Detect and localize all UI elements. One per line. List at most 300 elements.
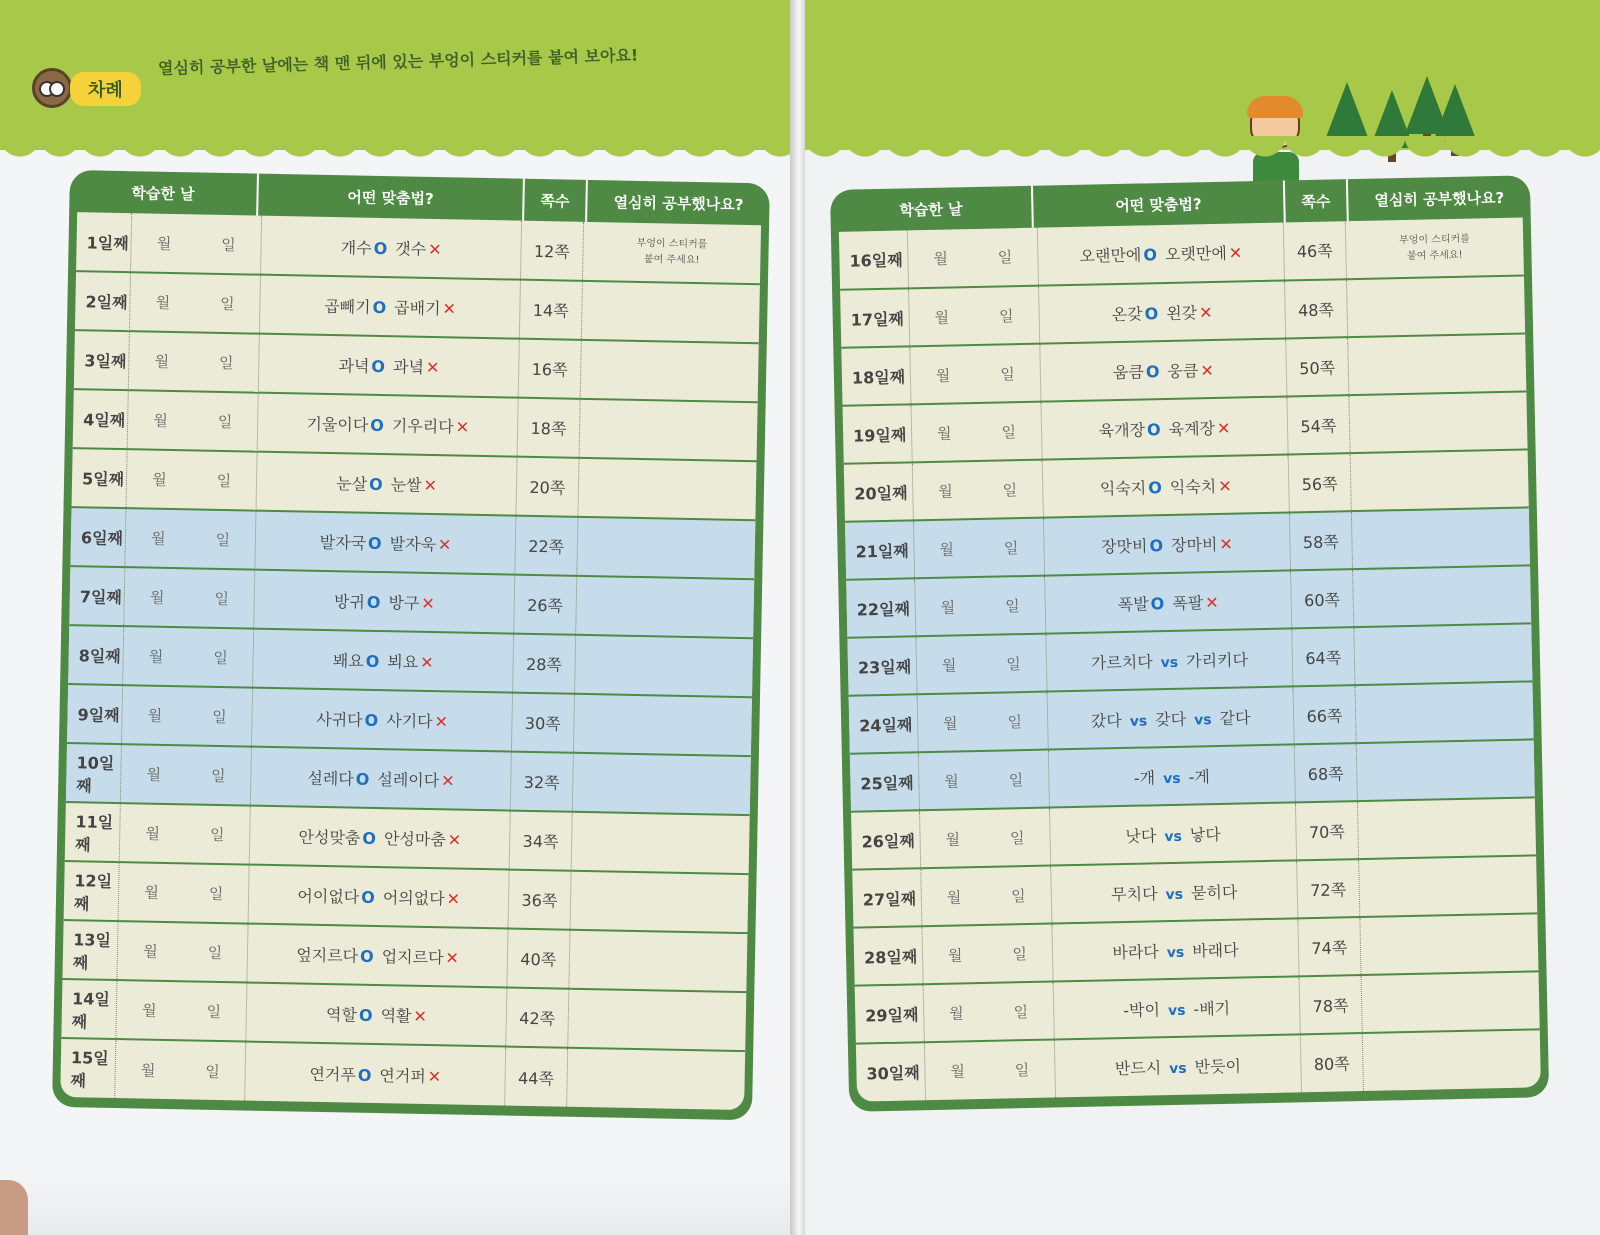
correct-mark-icon: O xyxy=(366,592,381,613)
vs-label: vs xyxy=(1169,1060,1187,1078)
sticker-slot[interactable] xyxy=(1347,333,1526,395)
left-page xyxy=(0,0,790,1235)
sticker-slot[interactable] xyxy=(1357,797,1536,859)
correct-spelling: 오랜만에 xyxy=(1079,245,1142,266)
wrong-spelling: 웅큼 xyxy=(1167,360,1199,381)
day-label: 5일째 xyxy=(72,448,128,508)
word-a: 바라다 xyxy=(1112,941,1159,962)
header-spelling: 어떤 맞춤법? xyxy=(1033,180,1286,227)
month-label: 월 xyxy=(144,883,160,902)
correct-spelling: 사귀다 xyxy=(316,709,363,730)
sticker-slot[interactable] xyxy=(576,517,755,579)
sticker-slot[interactable] xyxy=(573,694,752,756)
page-number: 36쪽 xyxy=(508,870,571,930)
date-fill-in xyxy=(122,685,253,746)
day-of-month-label: 일 xyxy=(1008,770,1024,789)
vs-label: vs xyxy=(1165,886,1184,903)
sticker-slot[interactable] xyxy=(1350,449,1529,511)
day-of-month-label: 일 xyxy=(1002,480,1018,499)
page-number: 34쪽 xyxy=(509,811,572,871)
right-toc-table xyxy=(830,175,1549,1111)
day-of-month-label: 일 xyxy=(205,1062,221,1081)
correct-spelling: 장맛비 xyxy=(1100,535,1148,556)
correct-spelling: 개수 xyxy=(340,237,372,258)
month-label: 월 xyxy=(938,481,953,501)
correct-spelling: 엎지르다 xyxy=(296,945,359,966)
day-label: 20일째 xyxy=(844,462,914,521)
correct-mark-icon: O xyxy=(372,297,387,318)
date-fill-in xyxy=(917,692,1048,753)
date-fill-in xyxy=(129,331,260,392)
day-of-month-label: 일 xyxy=(213,648,229,668)
correct-mark-icon: O xyxy=(358,1005,373,1025)
day-label: 11일째 xyxy=(65,802,121,862)
day-of-month-label: 일 xyxy=(206,1002,222,1022)
vs-label: vs xyxy=(1160,654,1179,671)
spelling-cell xyxy=(246,983,507,1047)
month-label: 월 xyxy=(934,308,950,327)
day-of-month-label: 일 xyxy=(219,294,235,314)
word-a: -박이 xyxy=(1123,999,1161,1020)
month-label: 월 xyxy=(939,539,955,559)
wrong-mark-icon: ✕ xyxy=(1205,592,1219,612)
day-of-month-label: 일 xyxy=(1009,828,1025,847)
header-effort: 열심히 공부했나요? xyxy=(1374,188,1505,210)
day-of-month-label: 일 xyxy=(217,412,233,432)
wrong-mark-icon: ✕ xyxy=(1219,534,1234,554)
page-number: 30쪽 xyxy=(512,693,575,753)
word-a: 무치다 xyxy=(1110,883,1158,904)
date-fill-in xyxy=(912,460,1043,521)
sticker-slot[interactable] xyxy=(1349,391,1528,453)
wrong-mark-icon: ✕ xyxy=(434,712,449,732)
day-of-month-label: 일 xyxy=(214,589,230,609)
wrong-spelling: 발자욱 xyxy=(389,534,437,555)
spelling-cell xyxy=(1044,570,1291,633)
word-a: -개 xyxy=(1133,767,1156,788)
wrong-spelling: 갯수 xyxy=(395,238,427,259)
page-number: 58쪽 xyxy=(1289,511,1352,570)
sticker-slot[interactable] xyxy=(1355,681,1534,743)
month-label: 월 xyxy=(155,293,171,312)
date-fill-in xyxy=(910,344,1041,405)
wrong-mark-icon: ✕ xyxy=(1218,476,1232,496)
wrong-mark-icon: ✕ xyxy=(446,889,461,909)
page-number: 70쪽 xyxy=(1296,801,1359,860)
month-label: 월 xyxy=(149,588,165,607)
word-b: 바래다 xyxy=(1192,940,1239,961)
page-number: 42쪽 xyxy=(506,988,569,1048)
correct-spelling: 안성맞춤 xyxy=(298,827,361,848)
date-fill-in xyxy=(125,508,256,569)
date-fill-in xyxy=(919,808,1050,869)
sticker-slot[interactable] xyxy=(572,753,751,815)
wrong-spelling: 안성마춤 xyxy=(383,829,446,850)
day-of-month-label: 일 xyxy=(209,825,225,845)
day-label: 26일째 xyxy=(851,810,921,869)
sticker-slot[interactable] xyxy=(570,871,749,933)
wrong-mark-icon: ✕ xyxy=(440,771,455,791)
sticker-slot[interactable] xyxy=(574,635,753,697)
correct-spelling: 폭발 xyxy=(1117,593,1149,614)
month-label: 월 xyxy=(933,249,949,268)
correct-mark-icon: O xyxy=(1148,477,1163,497)
page-number: 26쪽 xyxy=(514,575,577,635)
month-label: 월 xyxy=(143,942,158,961)
sticker-slot[interactable] xyxy=(580,340,759,402)
wrong-spelling: 오랫만에 xyxy=(1164,243,1228,264)
day-of-month-label: 일 xyxy=(221,235,236,254)
correct-spelling: 기울이다 xyxy=(306,414,369,435)
day-label: 18일째 xyxy=(841,346,911,405)
correct-mark-icon: O xyxy=(368,474,383,495)
month-label: 월 xyxy=(146,765,162,784)
page-number: 40쪽 xyxy=(507,929,570,989)
header-date: 학습한 날 xyxy=(69,170,259,216)
day-of-month-label: 일 xyxy=(1010,886,1026,905)
sticker-slot[interactable] xyxy=(578,458,757,520)
day-label: 3일째 xyxy=(74,330,130,390)
day-label: 30일째 xyxy=(856,1042,926,1101)
month-label: 월 xyxy=(948,1003,964,1023)
spelling-cell xyxy=(255,511,516,575)
sticker-note-line: 부엉이 스티커를 xyxy=(636,237,708,251)
month-label: 월 xyxy=(944,771,959,791)
page-number: 20쪽 xyxy=(516,457,579,517)
month-label: 월 xyxy=(941,655,957,675)
tree-icon xyxy=(1433,84,1477,142)
sticker-slot[interactable] xyxy=(1359,913,1538,975)
wrong-spelling: 업지르다 xyxy=(381,947,444,968)
wrong-spelling: 사기다 xyxy=(386,711,433,732)
date-fill-in xyxy=(115,1039,246,1100)
wrong-spelling: 곱배기 xyxy=(393,298,441,319)
page-number: 64쪽 xyxy=(1292,627,1355,686)
wrong-mark-icon: ✕ xyxy=(1216,418,1231,438)
day-label: 27일째 xyxy=(852,868,922,927)
date-fill-in xyxy=(922,924,1053,985)
header-spelling: 어떤 맞춤법? xyxy=(258,174,525,221)
day-label: 12일째 xyxy=(64,861,120,921)
month-label: 월 xyxy=(942,713,958,733)
wrong-mark-icon: ✕ xyxy=(1198,302,1213,322)
sticker-slot[interactable] xyxy=(1352,565,1531,627)
day-label: 23일째 xyxy=(847,636,917,695)
day-of-month-label: 일 xyxy=(1000,364,1015,383)
sticker-instruction: 열심히 공부한 날에는 책 맨 뒤에 있는 부엉이 스티커를 붙여 보아요! xyxy=(157,45,639,78)
right-banner xyxy=(805,0,1600,150)
wrong-mark-icon: ✕ xyxy=(425,357,440,378)
wrong-mark-icon: ✕ xyxy=(427,1066,442,1086)
header-page: 쪽수 xyxy=(524,179,588,222)
sticker-note-line: 붙여 주세요! xyxy=(643,254,700,267)
date-fill-in xyxy=(908,286,1039,347)
day-label: 9일째 xyxy=(67,684,123,744)
day-label: 19일째 xyxy=(843,404,913,463)
date-fill-in xyxy=(924,1039,1055,1100)
day-label: 1일째 xyxy=(76,212,132,272)
day-of-month-label: 일 xyxy=(1003,538,1019,557)
sticker-slot[interactable] xyxy=(582,222,761,284)
word-a: 낫다 xyxy=(1125,825,1157,846)
word-a: 갔다 xyxy=(1090,710,1122,731)
correct-mark-icon: O xyxy=(362,828,377,848)
left-banner xyxy=(0,0,790,150)
sticker-slot[interactable] xyxy=(571,812,750,874)
month-label: 월 xyxy=(141,1001,157,1020)
spelling-cell xyxy=(1040,338,1287,401)
right-page xyxy=(805,0,1600,1235)
page-number: 68쪽 xyxy=(1294,743,1357,802)
header-effort: 열심히 공부했나요? xyxy=(613,192,744,214)
date-fill-in xyxy=(923,982,1054,1043)
word-b: 가리키다 xyxy=(1185,649,1249,671)
day-label: 15일째 xyxy=(60,1038,116,1098)
date-fill-in xyxy=(130,272,261,333)
spelling-cell xyxy=(261,216,522,280)
day-label: 28일째 xyxy=(853,926,923,985)
date-fill-in xyxy=(915,576,1046,637)
date-fill-in xyxy=(118,862,249,923)
wrong-spelling: 방구 xyxy=(388,593,420,613)
page-number: 46쪽 xyxy=(1283,221,1346,280)
spelling-cell xyxy=(1038,280,1285,343)
month-label: 월 xyxy=(153,411,169,430)
day-label: 21일째 xyxy=(845,520,915,579)
wrong-mark-icon: ✕ xyxy=(1200,360,1214,380)
sticker-slot[interactable] xyxy=(1345,217,1524,279)
page-bottom-edge xyxy=(0,1170,790,1235)
day-of-month-label: 일 xyxy=(212,707,227,727)
date-fill-in xyxy=(916,634,1047,695)
sticker-slot[interactable] xyxy=(581,281,760,343)
correct-spelling: 방귀 xyxy=(333,592,366,612)
spelling-cell xyxy=(1048,744,1295,807)
sticker-slot[interactable] xyxy=(575,576,754,638)
correct-spelling: 곱빼기 xyxy=(323,296,371,317)
correct-spelling: 육개장 xyxy=(1098,419,1146,440)
wrong-spelling: 장마비 xyxy=(1170,534,1218,555)
correct-mark-icon: O xyxy=(1145,361,1160,381)
page-number: 32쪽 xyxy=(510,752,573,812)
correct-mark-icon: O xyxy=(365,651,380,672)
spelling-cell xyxy=(1037,223,1284,286)
date-fill-in xyxy=(918,750,1049,811)
correct-spelling: 역할 xyxy=(325,1005,358,1025)
correct-spelling: 과녁 xyxy=(338,356,370,376)
spelling-cell xyxy=(248,865,509,929)
day-label: 29일째 xyxy=(855,984,925,1043)
page-number: 44쪽 xyxy=(505,1047,568,1107)
sticker-slot[interactable] xyxy=(1361,971,1540,1033)
sticker-slot[interactable] xyxy=(1358,855,1537,917)
wrong-spelling: 역활 xyxy=(380,1006,412,1026)
correct-spelling: 눈살 xyxy=(336,474,368,494)
wrong-mark-icon: ✕ xyxy=(437,535,452,555)
sticker-slot[interactable] xyxy=(1362,1029,1541,1091)
table-row xyxy=(60,1038,745,1110)
day-label: 25일째 xyxy=(850,752,920,811)
correct-mark-icon: O xyxy=(1150,593,1165,613)
correct-spelling: 설레다 xyxy=(307,768,354,789)
correct-spelling: 온갖 xyxy=(1111,303,1143,324)
wrong-mark-icon: ✕ xyxy=(455,417,470,437)
sticker-slot[interactable] xyxy=(569,930,748,992)
sticker-note-line: 부엉이 스티커를 xyxy=(1398,233,1470,246)
sticker-note xyxy=(1346,230,1524,266)
date-fill-in xyxy=(907,228,1038,289)
month-label: 월 xyxy=(152,470,167,489)
wrong-spelling: 왼갖 xyxy=(1166,302,1198,323)
wrong-mark-icon: ✕ xyxy=(423,475,438,496)
page-number: 80쪽 xyxy=(1300,1033,1363,1092)
day-label: 10일째 xyxy=(66,743,122,803)
correct-mark-icon: O xyxy=(373,238,388,258)
day-of-month-label: 일 xyxy=(207,943,223,963)
wrong-mark-icon: ✕ xyxy=(445,948,460,968)
date-fill-in xyxy=(911,402,1042,463)
page-number: 78쪽 xyxy=(1299,975,1362,1034)
day-of-month-label: 일 xyxy=(1001,422,1017,441)
spelling-cell xyxy=(1041,396,1288,459)
day-of-month-label: 일 xyxy=(210,766,226,786)
month-label: 월 xyxy=(150,529,166,548)
spelling-cell xyxy=(1052,918,1299,981)
correct-mark-icon: O xyxy=(364,710,379,731)
left-toc-table xyxy=(52,170,770,1120)
correct-mark-icon: O xyxy=(1144,303,1159,323)
page-number: 54쪽 xyxy=(1287,395,1350,454)
correct-mark-icon: O xyxy=(367,533,382,554)
spelling-cell xyxy=(1047,686,1294,749)
spelling-cell xyxy=(245,1042,506,1106)
date-fill-in xyxy=(119,803,250,864)
date-fill-in xyxy=(123,626,254,687)
correct-spelling: 연거푸 xyxy=(309,1064,356,1085)
spelling-cell xyxy=(1042,454,1289,517)
month-label: 월 xyxy=(940,597,956,617)
date-fill-in xyxy=(126,449,257,510)
spelling-cell xyxy=(252,688,513,752)
day-of-month-label: 일 xyxy=(1014,1061,1030,1080)
right-table-body xyxy=(839,217,1541,1101)
correct-mark-icon: O xyxy=(361,887,376,907)
page-number: 14쪽 xyxy=(519,280,582,340)
day-label: 17일째 xyxy=(840,288,910,347)
word-a: 가르치다 xyxy=(1090,651,1153,673)
spelling-cell xyxy=(257,393,518,457)
page-number: 12쪽 xyxy=(521,221,584,281)
tree-icon xyxy=(1325,82,1369,140)
day-label: 13일째 xyxy=(62,920,118,980)
date-fill-in xyxy=(131,213,262,274)
month-label: 월 xyxy=(145,824,161,843)
date-fill-in xyxy=(127,390,258,451)
sticker-slot[interactable] xyxy=(1356,739,1535,801)
correct-mark-icon: O xyxy=(1143,245,1158,265)
wrong-spelling: 뵈요 xyxy=(387,652,419,672)
correct-spelling: 움큼 xyxy=(1112,361,1145,382)
spelling-cell xyxy=(1051,860,1298,923)
month-label: 월 xyxy=(936,424,952,443)
page-number: 74쪽 xyxy=(1298,917,1361,976)
date-fill-in xyxy=(913,518,1044,579)
spelling-cell xyxy=(254,570,515,634)
word-b: 묻히다 xyxy=(1190,882,1238,903)
correct-spelling: 익숙지 xyxy=(1099,477,1147,498)
sticker-slot[interactable] xyxy=(1351,507,1530,569)
date-fill-in xyxy=(116,980,247,1041)
correct-mark-icon: O xyxy=(359,946,374,966)
page-number: 48쪽 xyxy=(1285,279,1348,338)
wrong-mark-icon: ✕ xyxy=(420,652,434,673)
word-a: 반드시 xyxy=(1114,1058,1162,1079)
word-b: 갖다 xyxy=(1154,709,1187,729)
month-label: 월 xyxy=(945,829,961,849)
sticker-slot[interactable] xyxy=(567,989,746,1051)
month-label: 월 xyxy=(950,1062,966,1081)
sticker-note-line: 붙여 주세요! xyxy=(1406,249,1463,262)
date-fill-in xyxy=(121,744,252,805)
correct-spelling: 어이없다 xyxy=(297,886,360,907)
header-date: 학습한 날 xyxy=(830,186,1034,232)
correct-mark-icon: O xyxy=(371,356,386,377)
page-number: 28쪽 xyxy=(513,634,576,694)
wrong-spelling: 육계장 xyxy=(1168,418,1216,439)
vs-label: vs xyxy=(1166,944,1185,961)
date-fill-in xyxy=(124,567,255,628)
wrong-mark-icon: ✕ xyxy=(1228,243,1243,263)
sticker-slot[interactable] xyxy=(566,1048,745,1110)
correct-mark-icon: O xyxy=(1146,419,1161,439)
spelling-cell xyxy=(251,747,512,811)
sticker-slot[interactable] xyxy=(579,399,758,461)
page-number: 60쪽 xyxy=(1291,569,1354,628)
wrong-mark-icon: ✕ xyxy=(413,1006,428,1027)
page-number: 50쪽 xyxy=(1286,337,1349,396)
sticker-slot[interactable] xyxy=(1346,275,1525,337)
correct-spelling: 봬요 xyxy=(332,651,364,671)
day-label: 24일째 xyxy=(849,694,919,753)
day-of-month-label: 일 xyxy=(1012,944,1028,963)
vs-label: vs xyxy=(1129,712,1148,730)
spelling-cell xyxy=(1046,628,1293,691)
page-number: 22쪽 xyxy=(515,516,578,576)
month-label: 월 xyxy=(946,887,962,907)
wrong-mark-icon: ✕ xyxy=(421,593,435,614)
page-number: 18쪽 xyxy=(517,398,580,458)
spelling-cell xyxy=(249,806,510,870)
word-b: -배기 xyxy=(1193,998,1231,1019)
page-number: 56쪽 xyxy=(1288,453,1351,512)
page-number: 66쪽 xyxy=(1293,685,1356,744)
day-of-month-label: 일 xyxy=(216,471,232,491)
spelling-cell xyxy=(1043,512,1290,575)
month-label: 월 xyxy=(947,945,963,965)
sticker-slot[interactable] xyxy=(1353,623,1532,685)
toc-badge: 차례 xyxy=(70,72,141,106)
month-label: 월 xyxy=(148,647,164,666)
correct-mark-icon: O xyxy=(357,1065,372,1085)
word-c: 같다 xyxy=(1219,707,1251,728)
day-label: 2일째 xyxy=(75,271,131,331)
sticker-note xyxy=(583,235,761,270)
day-of-month-label: 일 xyxy=(1006,654,1021,673)
word-b: 반듯이 xyxy=(1194,1056,1242,1077)
spelling-cell xyxy=(1054,1034,1301,1097)
wrong-spelling: 과녘 xyxy=(392,357,425,377)
wrong-mark-icon: ✕ xyxy=(442,299,457,319)
